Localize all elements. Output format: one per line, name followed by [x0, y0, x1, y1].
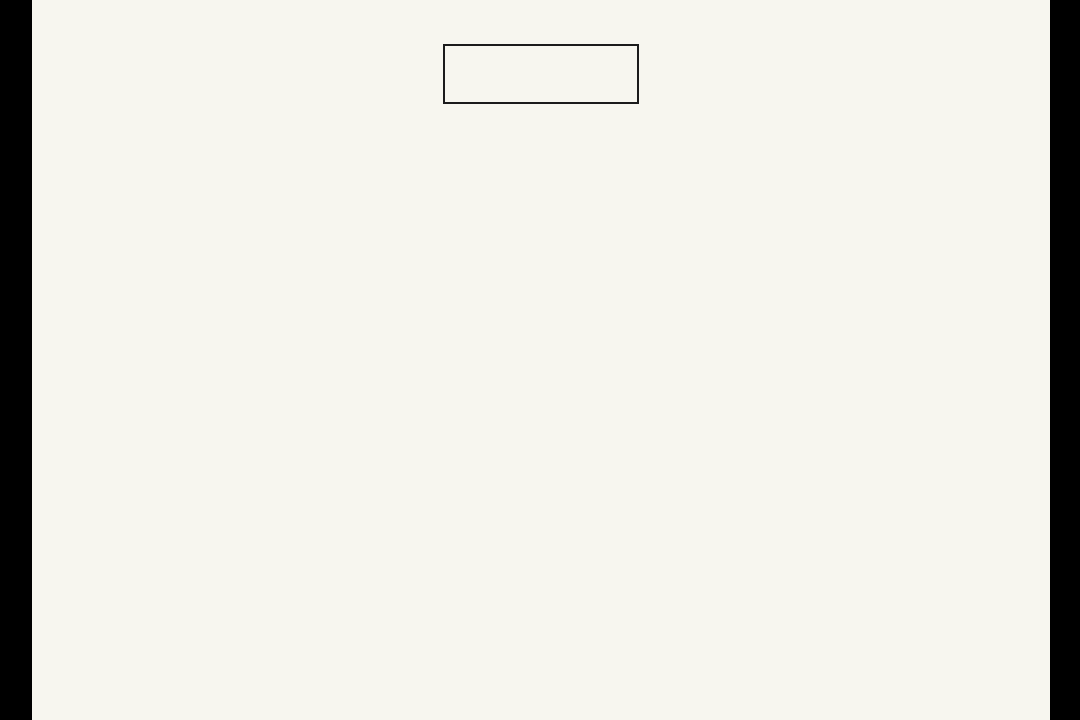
track-grid-lines — [32, 0, 1050, 720]
session-sheet — [32, 0, 1050, 720]
